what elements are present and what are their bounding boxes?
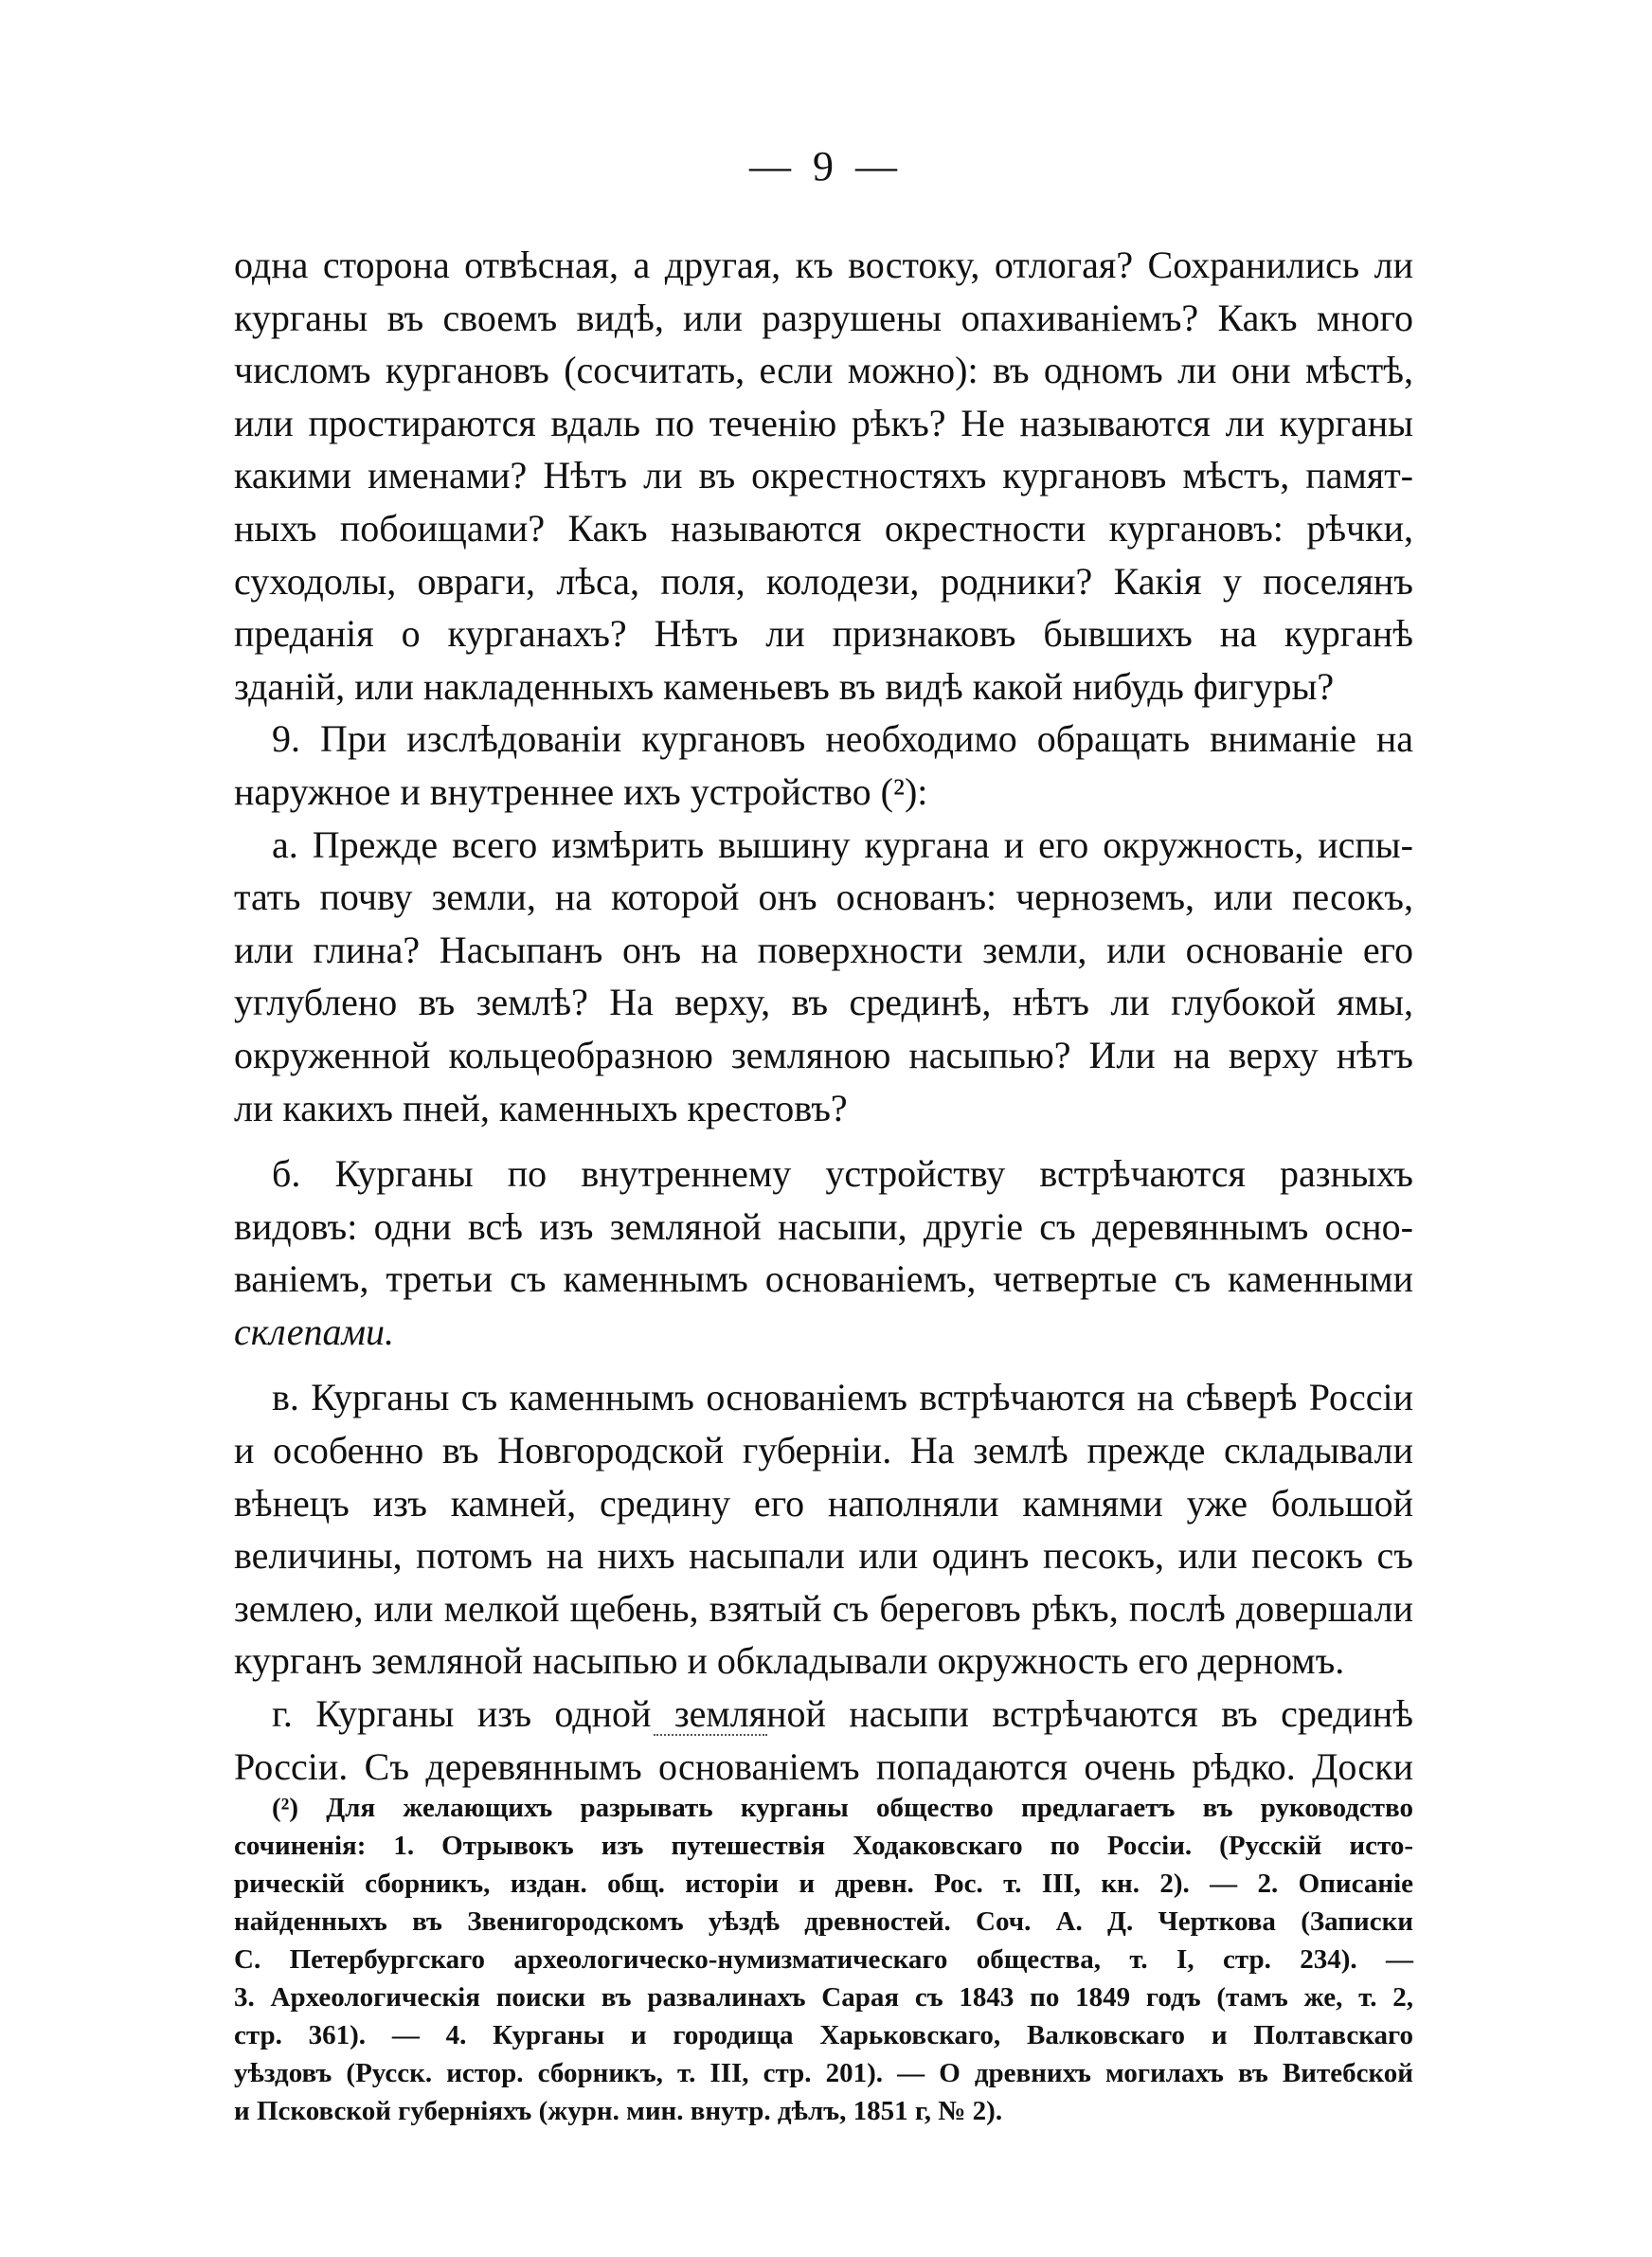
text-line: Россіи. Съ деревяннымъ основаніемъ попадаются очень рѣдко. Доски [234, 1744, 1413, 1788]
text-line: зданій, или накладенныхъ каменьевъ въ видѣ какой нибудь фигуры? [234, 664, 1335, 708]
footnote-line: найденныхъ въ Звенигородскомъ уѣздѣ древностей. Соч. А. Д. Черткова (Записки [234, 1906, 1413, 1937]
footnote-line: С. Петербургскаго археологическо-нумизматическаго общества, т. I, стр. 234). — [234, 1944, 1413, 1975]
text-line: преданія о курганахъ? Нѣтъ ли признаковъ бывшихъ на курганѣ [234, 612, 1413, 656]
paragraph-5 [234, 1371, 1413, 1688]
paragraph-3 [234, 819, 1413, 1135]
paragraph-6 [234, 1688, 1413, 1793]
text-line: углублено въ землѣ? На верху, въ срединѣ, нѣтъ ли глубокой ямы, [234, 981, 1413, 1024]
text-line: числомъ кургановъ (сосчитать, если можно): въ одномъ ли они мѣстѣ, [234, 349, 1413, 392]
footnote-line: 3. Археологическія поиски въ развалинахъ Сарая съ 1843 по 1849 годъ (тамъ же, т. 2, [234, 1982, 1413, 2013]
text-line: окруженной кольцеобразною земляною насыпью? Или на верху нѣтъ [234, 1033, 1413, 1076]
text-line: или простираются вдаль по теченію рѣкъ? Не называются ли курганы [234, 401, 1413, 444]
footnote-line: и Псковской губерніяхъ (журн. мин. внутр. дѣлъ, 1851 г, № 2). [234, 2096, 1003, 2126]
footnote-line: уѣздовъ (Русск. истор. сборникъ, т. III, стр. 201). — О древнихъ могилахъ въ Витебской [234, 2058, 1413, 2088]
paragraph-1 [234, 239, 1413, 713]
footnote-line: (²) Для желающихъ разрывать курганы общество предлагаетъ въ руководство [272, 1793, 1413, 1823]
main-text [234, 239, 1413, 1793]
footnote-line: сочиненія: 1. Отрывокъ изъ путешествія Ходаковскаго по Россіи. (Русскій исто- [234, 1831, 1413, 1861]
text-line: ваніемъ, третьи съ каменнымъ основаніемъ, четвертые съ каменными [234, 1257, 1413, 1301]
footnote [234, 1789, 1413, 2130]
footnote-separator [654, 1734, 767, 1736]
text-line: вѣнецъ изъ камней, средину его наполняли камнями уже большой [234, 1481, 1413, 1525]
text-line: а. Прежде всего измѣрить вышину кургана и его окружность, испы- [272, 822, 1413, 866]
footnote-line: стр. 361). — 4. Курганы и городища Харьковскаго, Валковскаго и Полтавскаго [234, 2020, 1413, 2050]
paragraph-4 [234, 1147, 1413, 1358]
page-number: — 9 — [749, 143, 903, 190]
text-line: ныхъ побоищами? Какъ называются окрестности кургановъ: рѣчки, [234, 506, 1413, 550]
text-line: тать почву земли, на которой онъ основанъ: черноземъ, или песокъ, [234, 876, 1413, 919]
text-line: наружное и внутреннее ихъ устройство (²): [234, 769, 928, 813]
text-line: или глина? Насыпанъ онъ на поверхности земли, или основаніе его [234, 928, 1413, 971]
text-line: в. Курганы съ каменнымъ основаніемъ встрѣчаются на сѣверѣ Россіи [272, 1376, 1413, 1419]
text-line: землею, или мелкой щебень, взятый съ береговъ рѣкъ, послѣ довершали [234, 1586, 1413, 1630]
text-line: одна сторона отвѣсная, а другая, къ востоку, отлогая? Сохранились ли [234, 244, 1413, 286]
text-line: суходолы, овраги, лѣса, поля, колодези, родники? Какія у поселянъ [234, 559, 1413, 603]
text-line: склепами. [234, 1309, 394, 1353]
text-line: видовъ: одни всѣ изъ земляной насыпи, другіе съ деревяннымъ осно- [234, 1204, 1413, 1248]
text-line: какими именами? Нѣтъ ли въ окрестностяхъ кургановъ мѣстъ, памят- [234, 454, 1413, 497]
text-line: 9. При изслѣдованіи кургановъ необходимо обращать вниманіе на [272, 717, 1413, 761]
text-line: б. Курганы по внутреннему устройству встрѣчаются разныхъ [272, 1152, 1413, 1196]
text-line: и особенно въ Новгородской губерніи. На землѣ прежде складывали [234, 1429, 1413, 1472]
text-line: г. Курганы изъ одной земляной насыпи встрѣчаются въ срединѣ [272, 1692, 1413, 1736]
text-line: ли какихъ пней, каменныхъ крестовъ? [234, 1086, 848, 1129]
text-line: курганъ земляной насыпью и обкладывали окружность его дерномъ. [234, 1639, 1345, 1683]
text-line: величины, потомъ на нихъ насыпали или одинъ песокъ, или песокъ съ [234, 1534, 1413, 1578]
footnote-line: рическій сборникъ, издан. общ. исторіи и древн. Рос. т. III, кн. 2). — 2. Описаніе [234, 1869, 1413, 1899]
paragraph-2 [234, 713, 1413, 818]
text-line: курганы въ своемъ видѣ, или разрушены опахиваніемъ? Какъ много [234, 296, 1413, 339]
